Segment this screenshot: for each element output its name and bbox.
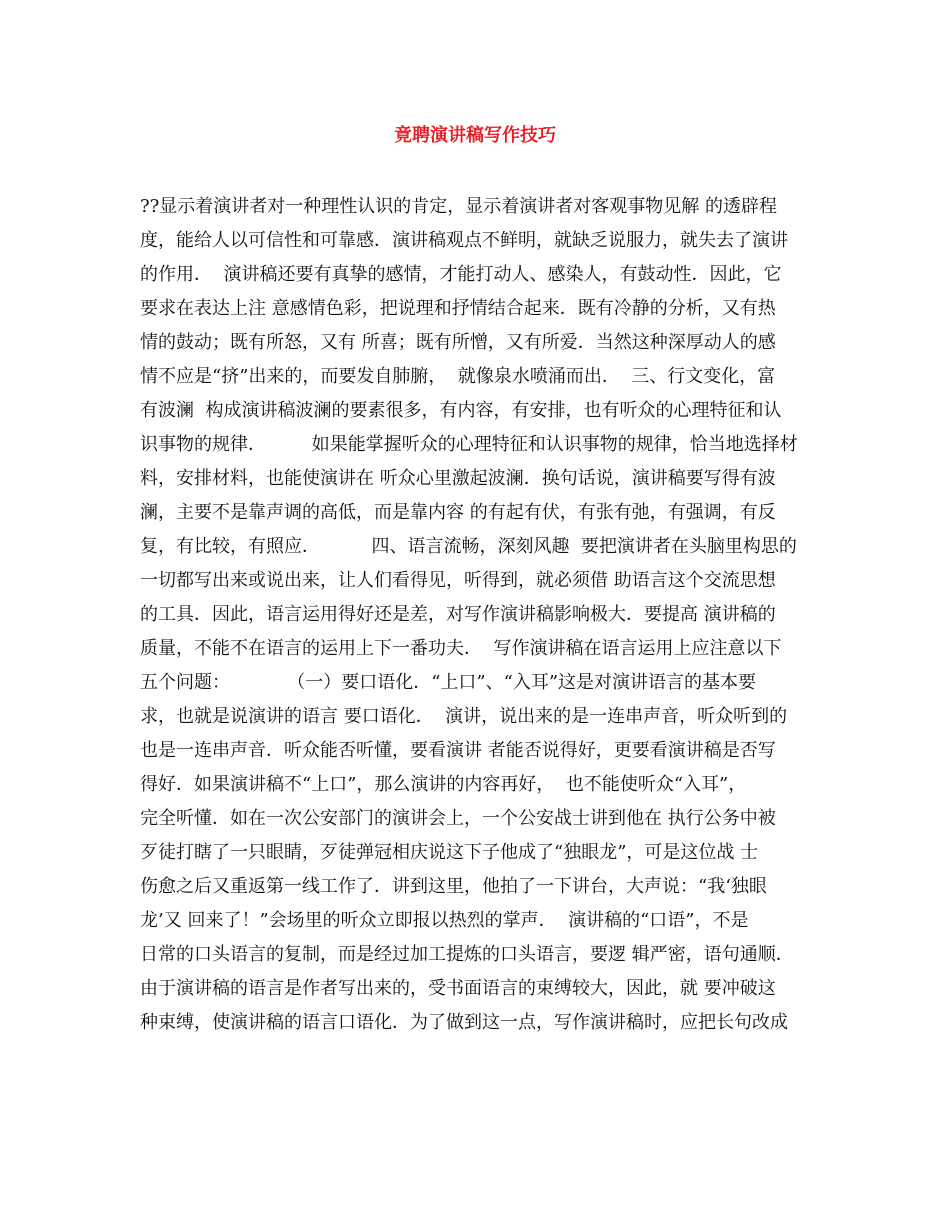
body-line: 一切都写出来或说出来，让人们看得见，听得到，就必须借 助语言这个交流思想	[140, 570, 776, 591]
body-line: 日常的口头语言的复制，而是经过加工提炼的口头语言，要逻 辑严密，语句通顺．	[140, 944, 794, 965]
body-line: 完全听懂．如在一次公安部门的演讲会上，一个公安战士讲到他在 执行公务中被	[140, 808, 776, 829]
body-line: 伤愈之后又重返第一线工作了．讲到这里，他拍了一下讲台，大声说：“我‘独眼	[140, 876, 767, 897]
body-line: 度，能给人以可信性和可靠感．演讲稿观点不鲜明，就缺乏说服力，就失去了演讲	[140, 230, 788, 251]
body-line: 也是一连串声音．听众能否听懂，要看演讲 者能否说得好，更要看演讲稿是否写	[140, 740, 776, 761]
body-line: 有波澜 构成演讲稿波澜的要素很多，有内容，有安排，也有听众的心理特征和认	[140, 400, 782, 421]
body-line: 情不应是“挤”出来的，而要发自肺腑， 就像泉水喷涌而出． 三、行文变化，富	[140, 366, 776, 387]
document-body	[140, 190, 820, 1040]
body-line: 识事物的规律． 如果能掌握听众的心理特征和认识事物的规律，恰当地选择材	[140, 434, 798, 455]
body-line: 五个问题： （一）要口语化．“上口”、“入耳”这是对演讲语言的基本要	[140, 672, 757, 693]
body-line: 的工具．因此，语言运用得好还是差，对写作演讲稿影响极大．要提高 演讲稿的	[140, 604, 776, 625]
body-line: 得好．如果演讲稿不“上口”，那么演讲的内容再好， 也不能使听众“入耳”，	[140, 774, 747, 795]
body-line: 种束缚，使演讲稿的语言口语化．为了做到这一点，写作演讲稿时，应把长句改成	[140, 1012, 788, 1033]
body-line: 复，有比较，有照应． 四、语言流畅，深刻风趣 要把演讲者在头脑里构思的	[140, 536, 797, 557]
body-line: ??显示着演讲者对一种理性认识的肯定，显示着演讲者对客观事物见解 的透辟程	[140, 196, 778, 217]
body-line: 求，也就是说演讲的语言 要口语化． 演讲，说出来的是一连串声音，听众听到的	[140, 706, 788, 727]
document-title: 竟聘演讲稿写作技巧	[394, 125, 556, 146]
body-line: 澜，主要不是靠声调的高低，而是靠内容 的有起有伏，有张有弛，有强调，有反	[140, 502, 776, 523]
body-line: 的作用． 演讲稿还要有真挚的感情，才能打动人、感染人，有鼓动性．因此，它	[140, 264, 782, 285]
body-line: 质量，不能不在语言的运用上下一番功夫． 写作演讲稿在语言运用上应注意以下	[140, 638, 782, 659]
body-line: 龙’又 回来了！”会场里的听众立即报以热烈的掌声． 演讲稿的“口语”，不是	[140, 910, 749, 931]
body-line: 歹徒打瞎了一只眼睛，歹徒弹冠相庆说这下子他成了“独眼龙”，可是这位战 士	[140, 842, 759, 863]
body-line: 料，安排材料，也能使演讲在 听众心里激起波澜．换句话说，演讲稿要写得有波	[140, 468, 776, 489]
body-line: 情的鼓动；既有所怒，又有 所喜；既有所憎，又有所爱．当然这种深厚动人的感	[140, 332, 776, 353]
body-line: 要求在表达上注 意感情色彩，把说理和抒情结合起来．既有冷静的分析，又有热	[140, 298, 776, 319]
body-line: 由于演讲稿的语言是作者写出来的，受书面语言的束缚较大，因此，就 要冲破这	[140, 978, 776, 999]
